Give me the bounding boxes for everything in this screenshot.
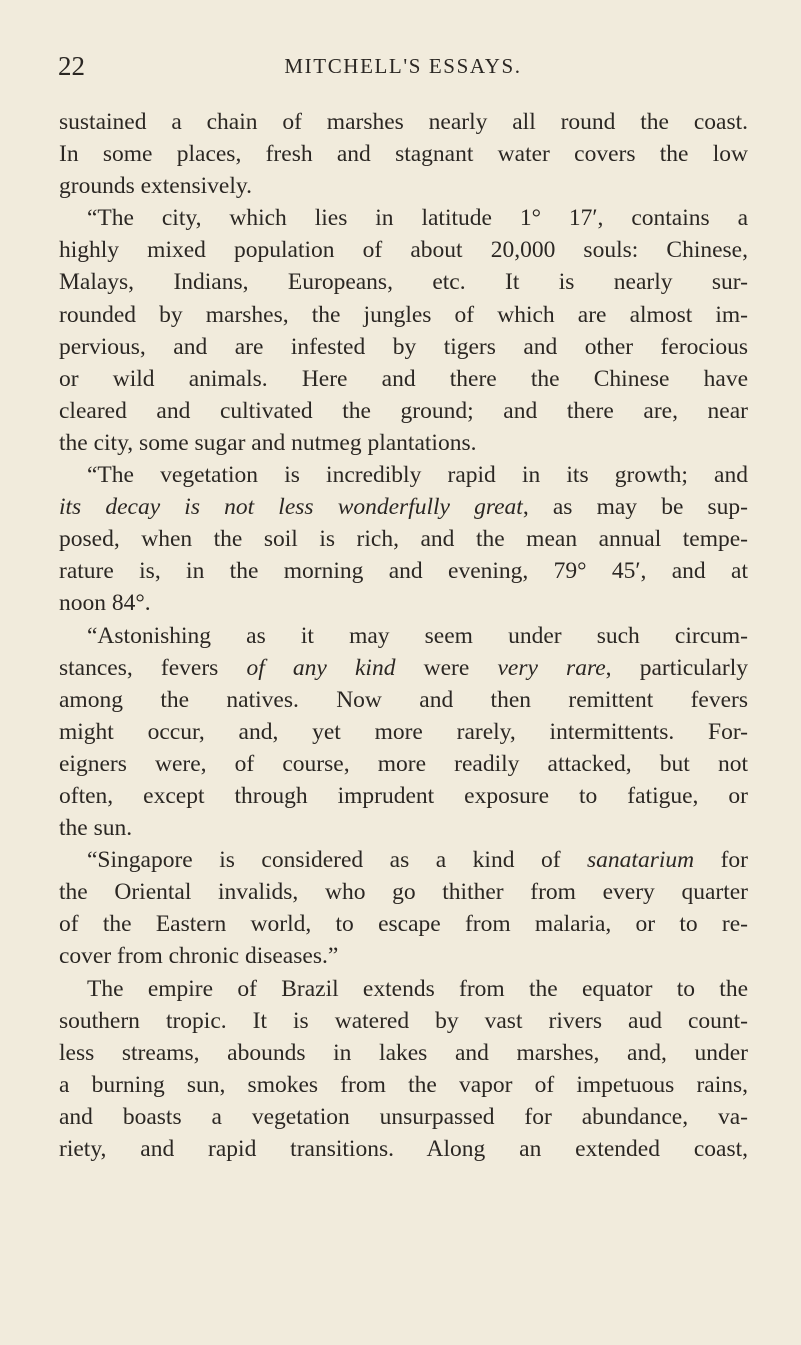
page-header [58,48,748,84]
text-line: The empire of Brazil extends from the equator to the [87,975,748,1002]
italic-text: sanatarium [587,847,695,874]
text-segment: , particularly [605,654,748,681]
text-line: posed, when the soil is rich, and the mean annual tempe- [59,526,748,553]
text-line: cover from chronic diseases.” [59,943,339,970]
text-line: In some places, fresh and stagnant water covers the low [59,141,748,168]
text-line: cleared and cultivated the ground; and there are, near [59,397,748,424]
text-line: “Astonishing as it may seem under such circum- [87,622,748,649]
text-line: eigners were, of course, more readily attacked, but not [59,750,748,777]
text-line [59,491,748,523]
text-line: Malays, Indians, Europeans, etc. It is nearly sur- [59,269,748,296]
text-line: less streams, abounds in lakes and marshes, and, under [59,1039,748,1066]
text-line: rounded by marshes, the jungles of which are almost im- [59,301,748,328]
italic-text: its decay is not less wonderfully great [59,494,523,521]
text-segment: stances, fevers [59,654,247,681]
text-line: pervious, and are infested by tigers and other ferocious [59,333,748,360]
text-line: “The city, which lies in latitude 1° 17′, contains a [87,205,748,232]
text-line: and boasts a vegetation unsurpassed for abundance, va- [59,1103,748,1130]
text-line: sustained a chain of marshes nearly all round the coast. [59,109,748,135]
page-number: 22 [58,51,85,81]
italic-text: very rare [497,654,606,681]
text-line: the sun. [59,815,133,842]
text-segment: for [694,847,748,874]
text-line: “The vegetation is incredibly rapid in its growth; and [87,462,748,489]
text-line: riety, and rapid transitions. Along an extended coast, [59,1136,748,1162]
text-line [59,652,748,684]
text-line [59,844,748,876]
text-line: among the natives. Now and then remittent fevers [59,686,748,713]
text-line: highly mixed population of about 20,000 souls: Chinese, [59,237,748,264]
text-line: a burning sun, smokes from the vapor of impetuous rains, [59,1071,748,1098]
text-segment: “Singapore is considered as a kind of [87,847,588,874]
italic-text: of any kind [246,654,396,681]
text-line: grounds extensively. [59,173,252,200]
text-line: rature is, in the morning and evening, 79° 45′, and at [59,558,748,585]
text-line: or wild animals. Here and there the Chinese have [59,365,748,392]
text-segment: were [395,654,498,681]
text-line: the city, some sugar and nutmeg plantations. [59,429,477,456]
text-line: the Oriental invalids, who go thither from every quarter [59,879,748,906]
running-head: MITCHELL'S ESSAYS. [284,54,522,78]
body-text [59,106,748,1165]
text-line: might occur, and, yet more rarely, intermittents. For- [59,718,748,745]
text-line: of the Eastern world, to escape from malaria, or to re- [59,911,748,938]
text-line: often, except through imprudent exposure to fatigue, or [59,782,748,809]
text-line: noon 84°. [59,590,151,617]
text-line: southern tropic. It is watered by vast rivers aud count- [59,1007,748,1034]
text-segment: , as may be sup- [522,494,748,521]
